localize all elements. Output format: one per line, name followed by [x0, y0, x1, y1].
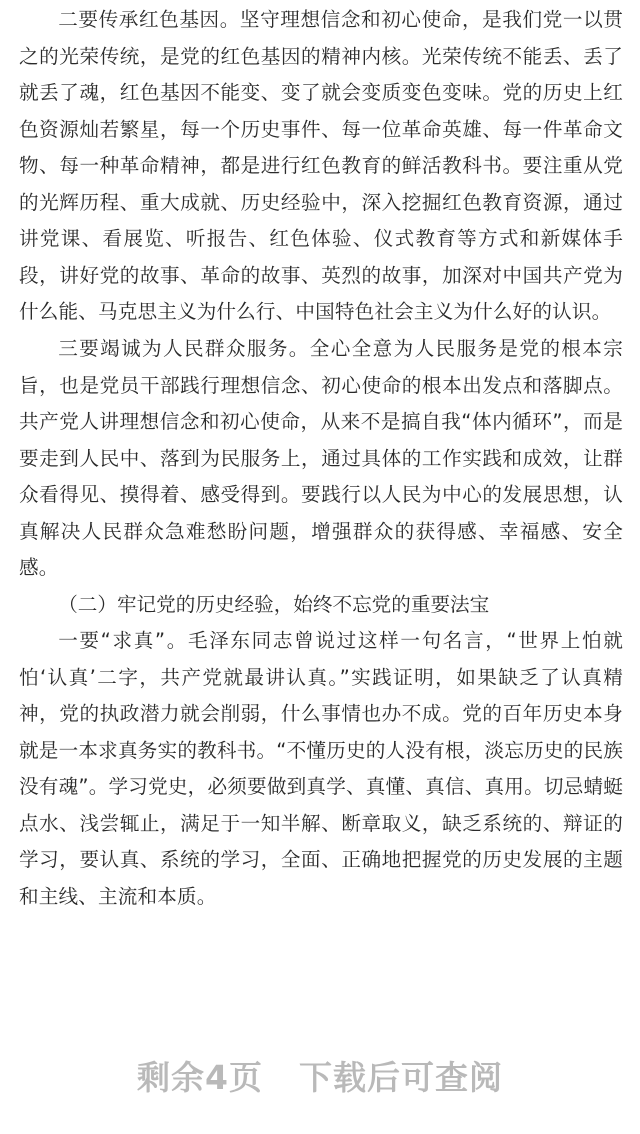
remaining-pages-label: 剩余4页 [137, 1058, 263, 1097]
download-to-view-label: 下载后可查阅 [298, 1058, 503, 1097]
paragraph-serve-the-people: 三要竭诚为人民群众服务。全心全意为人民服务是党的根本宗旨，也是党员干部践行理想信念、初心使命的根本出发点和落脚点。共产党人讲理想信念和初心使命，从来不是搞自我“体内循环”，而是要走到人民中、落到为民服务上，通过具体的工作实践和成效，让群众看得见、摸得着、感受得到。要践行以人民为中心的发展思想，认真解决人民群众急难愁盼问题，增强群众的获得感、幸福感、安全感。 [19, 337, 623, 579]
paragraph-inherit-red-gene: 二要传承红色基因。坚守理想信念和初心使命，是我们党一以贯之的光荣传统，是党的红色基因的精神内核。光荣传统不能丢、丢了就丢了魂，红色基因不能变、变了就会变质变色变味。党的历史上红色资源灿若繁星，每一个历史事件、每一位革命英雄、每一件革命文物、每一种革命精神，都是进行红色教育的鲜活教科书。要注重从党的光辉历程、重大成就、历史经验中，深入挖掘红色教育资源，通过讲党课、看展览、听报告、红色体验、仪式教育等方式和新媒体手段，讲好党的故事、革命的故事、英烈的故事，加深对中国共产党为什么能、马克思主义为什么行、中国特色社会主义为什么好的认识。 [19, 8, 623, 323]
paragraph-seek-truth: 一要“求真”。毛泽东同志曾说过这样一句名言，“世界上怕就怕‘认真’二字，共产党就最讲认真。”实践证明，如果缺乏了认真精神，党的执政潜力就会削弱，什么事情也办不成。党的百年历史本身就是一本求真务实的教科书。“不懂历史的人没有根，淡忘历史的民族没有魂”。学习党史，必须要做到真学、真懂、真信、真用。切忌蜻蜓点水、浅尝辄止，满足于一知半解、断章取义，缺乏系统的、辩证的学习，要认真、系统的学习，全面、正确地把握党的历史发展的主题和主线、主流和本质。 [19, 629, 623, 908]
section-heading-history-experience: （二）牢记党的历史经验，始终不忘党的重要法宝 [58, 592, 490, 616]
document-body [19, 2, 623, 915]
download-prompt-banner[interactable] [0, 1052, 640, 1099]
